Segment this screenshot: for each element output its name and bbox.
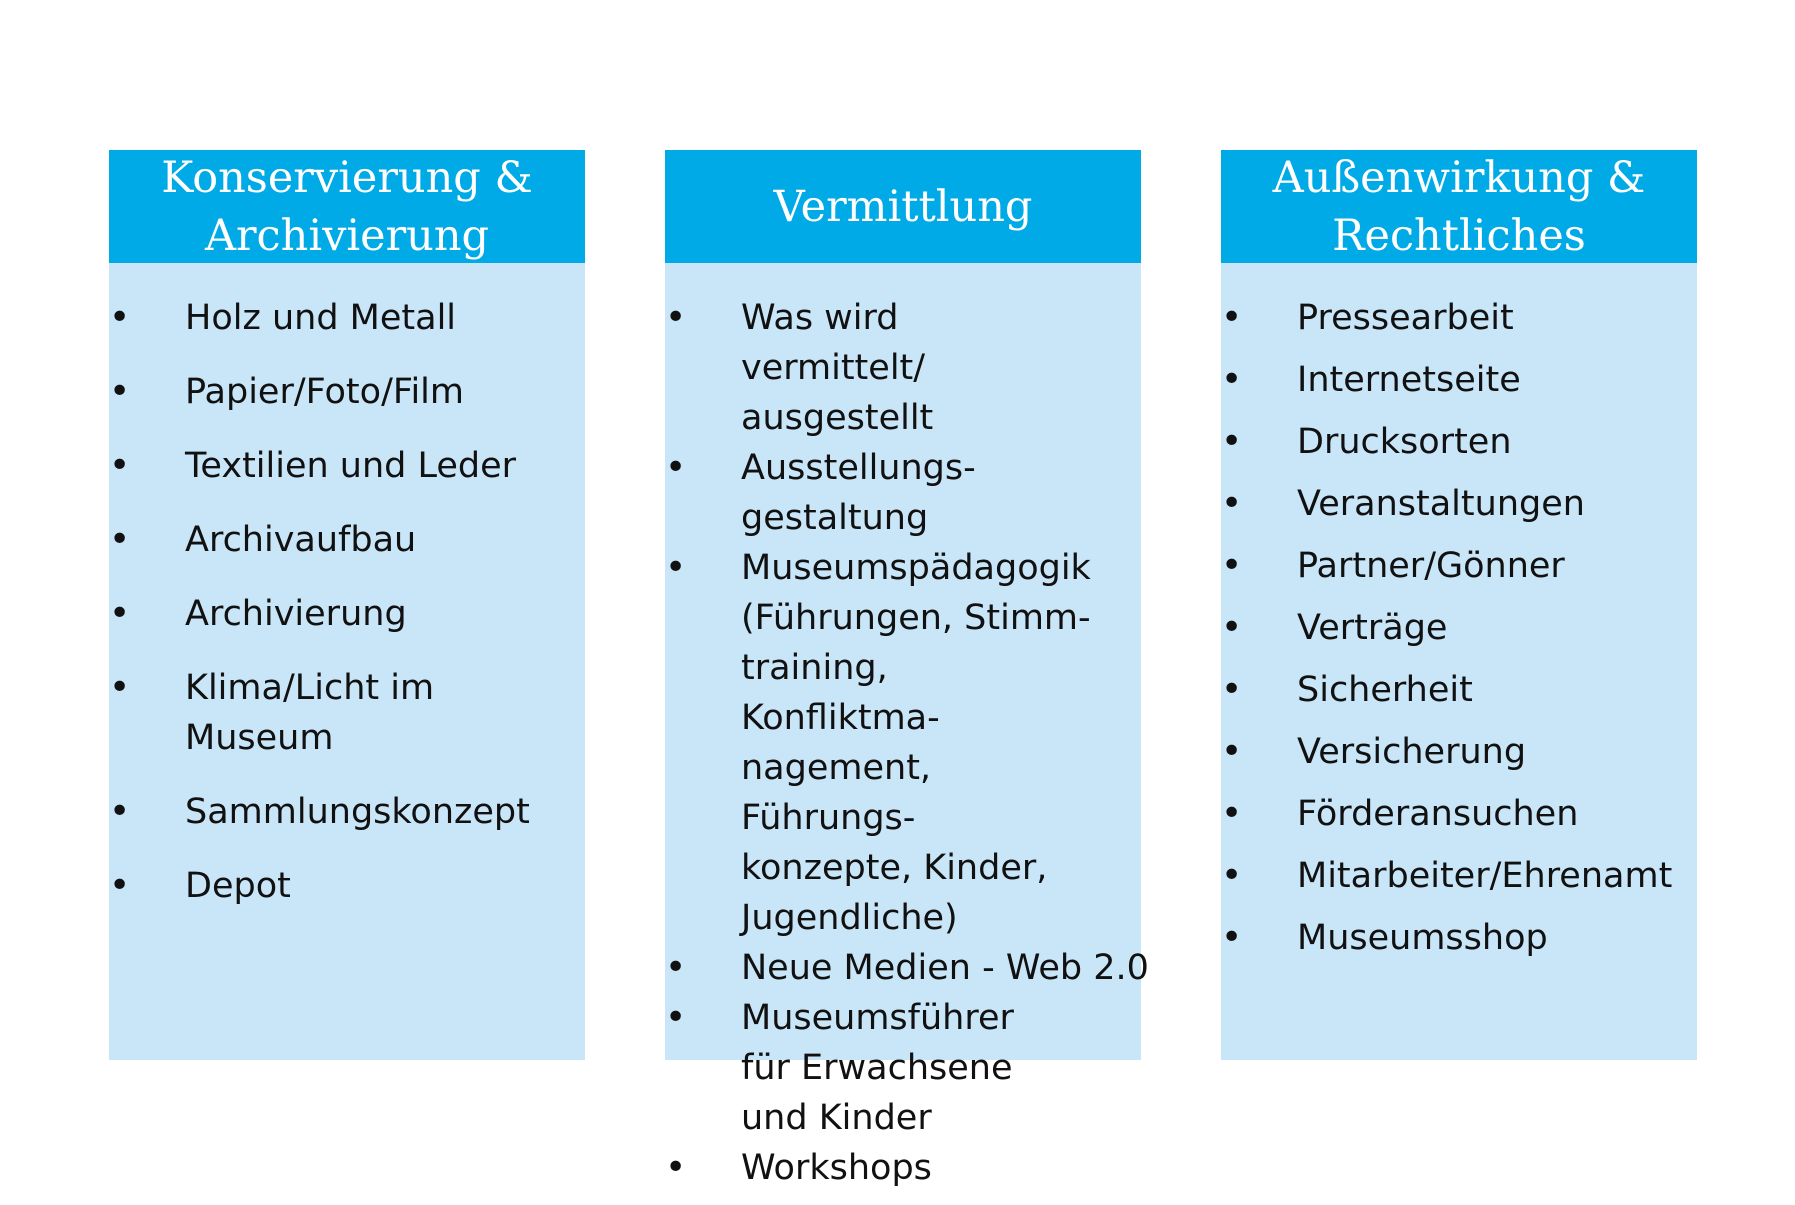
list-item: • Museumsführer für Erwachsene und Kinder [665,993,1071,1143]
list-item: • Veranstaltungen [1221,479,1697,529]
column-header-label: Vermittlung [773,181,1033,232]
list-item: • Museumspädagogik (Führungen, Stimm- training, Konfliktma- nagement, Führungs- konzepte, Kinder, Jugendliche) [665,543,1101,943]
list-item: • Mitarbeiter/Ehrenamt [1221,851,1697,901]
list-item: • Verträge [1221,603,1697,653]
list-item: • Drucksorten [1221,417,1697,467]
list-item: • Was wird vermittelt/ ausgestellt [665,293,1071,443]
list-item: • Holz und Metall [109,293,585,343]
item-list [109,263,585,911]
list-item: • Archivierung [109,589,585,639]
list-item: • Sammlungskonzept [109,787,585,837]
item-list [1221,263,1697,963]
list-item: • Sicherheit [1221,665,1697,715]
column-header [665,150,1141,263]
list-item: • Papier/Foto/Film [109,367,585,417]
list-item: • Förderansuchen [1221,789,1697,839]
list-item: • Depot [109,861,585,911]
list-item: • Neue Medien - Web 2.0 [665,943,1141,993]
list-item: • Textilien und Leder [109,441,585,491]
list-item: • Museumsshop [1221,913,1697,963]
list-item: • Ausstellungs- gestaltung [665,443,991,543]
column-header [1221,150,1697,263]
column-vermittlung [665,150,1149,1188]
column-aussenwirkung-rechtliches [1221,150,1697,1060]
list-item: • Versicherung [1221,727,1697,777]
list-item: • Archivaufbau [109,515,585,565]
column-header-label: Konservierung & Archivierung [161,152,533,261]
list-item: • Pressearbeit [1221,293,1697,343]
list-item: • Workshops [665,1143,1141,1193]
column-header [109,150,585,263]
column-header-label: Außenwirkung & Rechtliches [1272,152,1646,261]
list-item: • Klima/Licht im Museum [109,663,455,763]
list-item: • Partner/Gönner [1221,541,1697,591]
column-konservierung-archivierung [109,150,585,1060]
item-list [665,263,1149,1193]
list-item: • Internetseite [1221,355,1697,405]
